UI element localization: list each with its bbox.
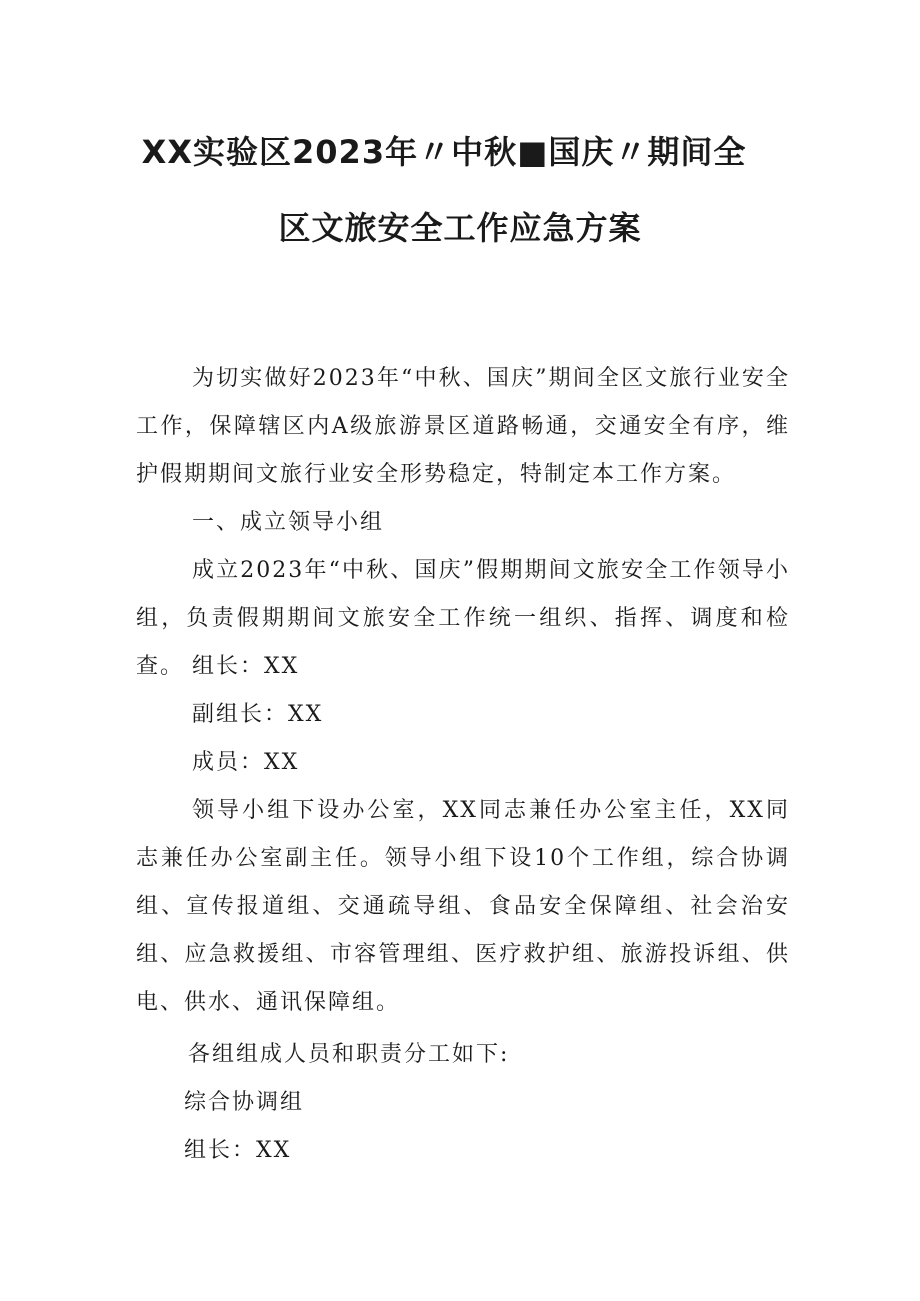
groups-intro-line: 各组组成人员和职责分工如下: xyxy=(188,1042,510,1067)
intro-paragraph: 为切实做好2023年“中秋、国庆”期间全区文旅行业安全工作，保障辖区内A级旅游景区道路畅通，交通安全有序，维护假期期间文旅行业安全形势稳定，特制定本工作方案。 xyxy=(136,366,790,487)
deputy-leader-line: 副组长：XX xyxy=(192,702,324,727)
group1-leader: 组长：XX xyxy=(184,1138,292,1163)
section1-heading: 一、成立领导小组 xyxy=(192,510,385,535)
document-title-line2: 区文旅安全工作应急方案 xyxy=(278,209,642,247)
group1-name: 综合协调组 xyxy=(184,1090,305,1115)
section1-paragraph: 成立2023年“中秋、国庆”假期期间文旅安全工作领导小组，负责假期期间文旅安全工作统一组织、指挥、调度和检查。 xyxy=(136,558,790,679)
office-paragraph: 领导小组下设办公室，XX同志兼任办公室主任，XX同志兼任办公室副主任。领导小组下设10个工作组，综合协调组、宣传报道组、交通疏导组、食品安全保障组、社会治安组、应急救援组、市容管理组、医疗救护组、旅游投诉组、供电、供水、通讯保障组。 xyxy=(136,798,790,1015)
leader-line: 组长：XX xyxy=(192,654,300,679)
document-title-line1: XX实验区2023年〃中秋■国庆〃期间全 xyxy=(141,133,747,171)
members-line: 成员：XX xyxy=(192,750,300,775)
